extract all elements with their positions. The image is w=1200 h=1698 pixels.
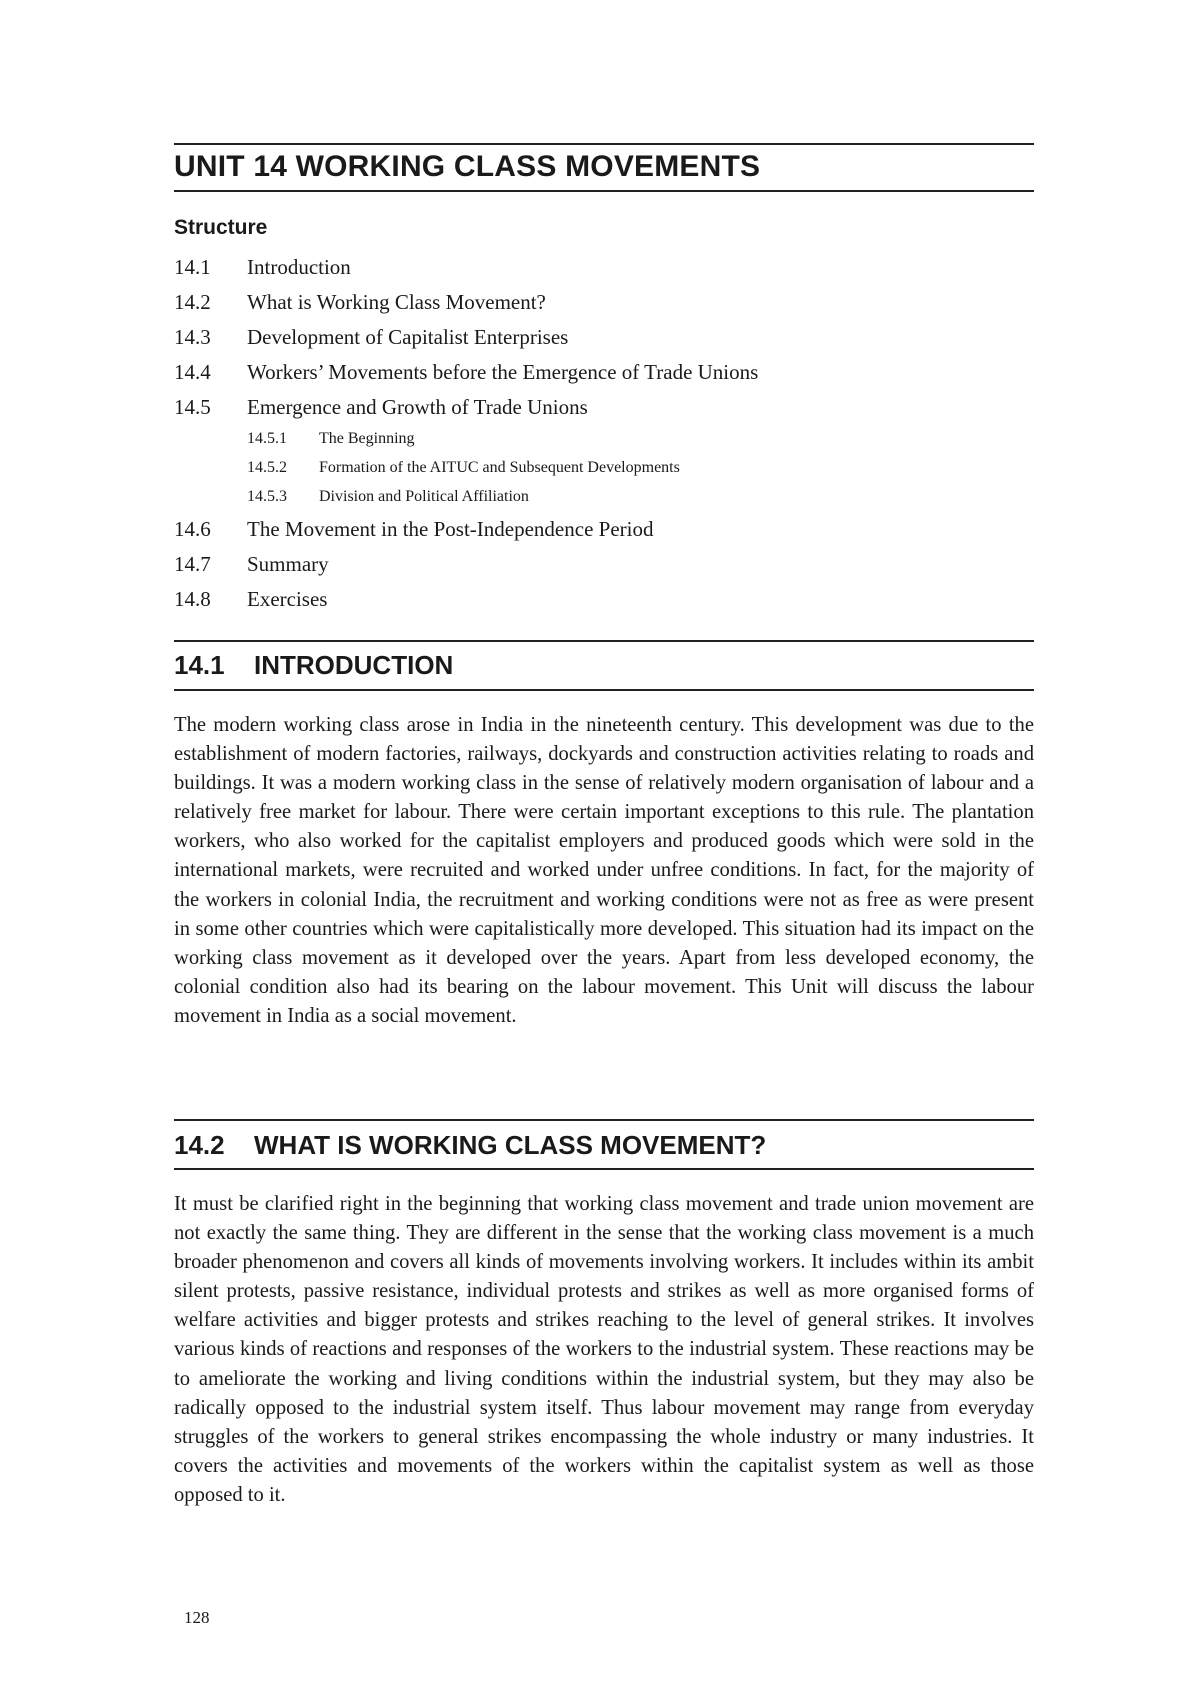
toc-item-number: 14.8 xyxy=(174,587,211,611)
toc-item xyxy=(174,254,1034,289)
toc-item xyxy=(174,551,1034,586)
toc-item-label: Emergence and Growth of Trade Unions xyxy=(247,395,588,419)
toc-subitem-label: Division and Political Affiliation xyxy=(319,488,529,505)
toc-item-label: Summary xyxy=(247,552,329,576)
toc-item-number: 14.1 xyxy=(174,255,211,279)
structure-heading: Structure xyxy=(174,216,268,239)
toc-item xyxy=(174,516,1034,551)
toc-item-label: Development of Capitalist Enterprises xyxy=(247,325,569,349)
document-page xyxy=(174,0,1034,1698)
toc-subitem-label: Formation of the AITUC and Subsequent Developments xyxy=(319,459,680,476)
section-title: WHAT IS WORKING CLASS MOVEMENT? xyxy=(254,1130,767,1160)
toc-subitem-label: The Beginning xyxy=(319,430,415,447)
toc-item-number: 14.7 xyxy=(174,552,211,576)
toc-item-label: The Movement in the Post-Independence Period xyxy=(247,517,654,541)
section-heading-intro xyxy=(174,650,453,681)
toc-item-label: What is Working Class Movement? xyxy=(247,290,546,314)
section-intro-top-rule xyxy=(174,640,1034,642)
title-bottom-rule xyxy=(174,190,1034,192)
section-heading-what-is xyxy=(174,1130,766,1161)
toc-subitem-number: 14.5.1 xyxy=(247,430,287,447)
toc-item xyxy=(174,586,1034,621)
toc-subitem-number: 14.5.2 xyxy=(247,459,287,476)
page-number: 128 xyxy=(184,1608,210,1627)
toc-item-number: 14.4 xyxy=(174,360,211,384)
toc-item-label: Introduction xyxy=(247,255,351,279)
intro-paragraph: The modern working class arose in India in the nineteenth century. This development was due to the establishment of modern factories, railways, dockyards and construction activities relating to roads and buildings. It was a modern working class in the sense of relatively modern organisation of labour and a relatively free market for labour. There were certain important exceptions to this rule. The plantation workers, who also worked for the capitalist employers and produced goods which were sold in the international markets, were recruited and worked under unfree conditions. In fact, for the majority of the workers in colonial India, the recruitment and working conditions were not as free as were present in some other countries which were capitalistically more developed. This situation had its impact on the working class movement as it developed over the years. Apart from less developed economy, the colonial condition also had its bearing on the labour movement. This Unit will discuss the labour movement in India as a social movement. xyxy=(174,714,1034,1027)
toc-item-number: 14.6 xyxy=(174,517,211,541)
section-title: INTRODUCTION xyxy=(254,650,454,680)
toc-subitem xyxy=(174,458,1034,487)
section-intro-bottom-rule xyxy=(174,689,1034,691)
toc-item-number: 14.5 xyxy=(174,395,211,419)
toc-item xyxy=(174,359,1034,394)
toc-subitem-number: 14.5.3 xyxy=(247,488,287,505)
title-top-rule xyxy=(174,143,1034,145)
toc-item xyxy=(174,324,1034,359)
table-of-contents xyxy=(174,254,1034,621)
section-what-top-rule xyxy=(174,1119,1034,1121)
what-is-paragraph: It must be clarified right in the beginning that working class movement and trade union movement are not exactly the same thing. They are different in the sense that the working class movement is a much broader phenomenon and covers all kinds of movements involving workers. It includes within its ambit silent protests, passive resistance, individual protests and strikes as well as more organised forms of welfare activities and bigger protests and strikes reaching to the level of general strikes. It involves various kinds of reactions and responses of the workers to the industrial system. These reactions may be to ameliorate the working and living conditions within the industrial system, but they may also be radically opposed to the industrial system itself. Thus labour movement may range from everyday struggles of the workers to general strikes encompassing the whole industry or many industries. It covers the activities and movements of the workers within the capitalist system as well as those opposed to it. xyxy=(174,1193,1034,1506)
toc-item-label: Workers’ Movements before the Emergence of Trade Unions xyxy=(247,360,759,384)
section-what-bottom-rule xyxy=(174,1168,1034,1170)
unit-title: UNIT 14 WORKING CLASS MOVEMENTS xyxy=(174,150,761,183)
toc-item-number: 14.2 xyxy=(174,290,211,314)
toc-item-label: Exercises xyxy=(247,587,328,611)
toc-item xyxy=(174,289,1034,324)
toc-subitem xyxy=(174,487,1034,516)
section-number: 14.2 xyxy=(174,1130,225,1160)
toc-item xyxy=(174,394,1034,429)
section-number: 14.1 xyxy=(174,650,225,680)
toc-item-number: 14.3 xyxy=(174,325,211,349)
toc-subitem xyxy=(174,429,1034,458)
